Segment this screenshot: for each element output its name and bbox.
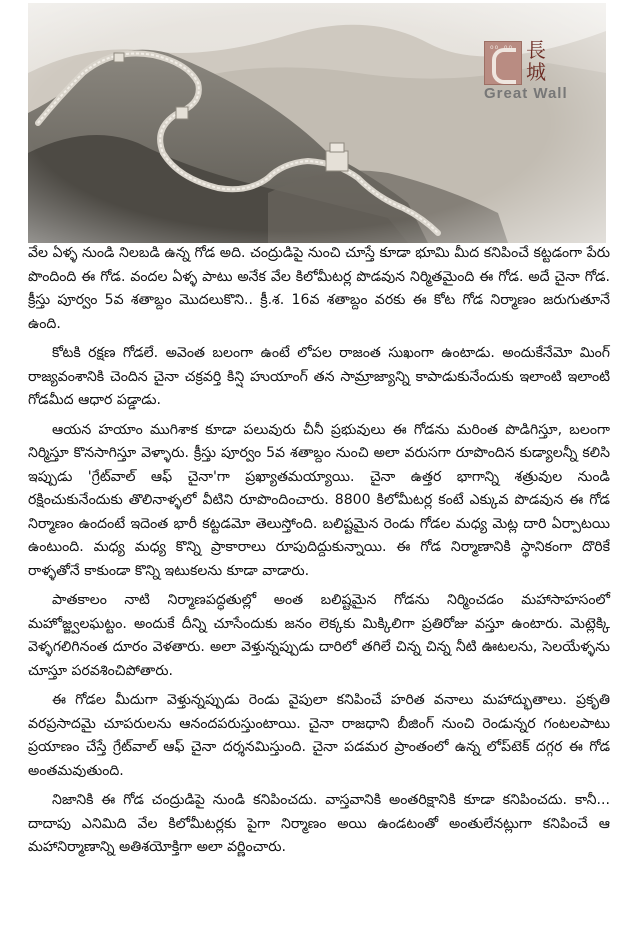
logo-cjk-text: 長城	[526, 38, 546, 84]
logo-emblem-icon: oo oo	[484, 41, 522, 85]
article-paragraph: ఆయన హయాం ముగిశాక కూడా పలువురు చీనీ ప్రభువులు ఈ గోడను మరింత పొడిగిస్తూ, బలంగా నిర్మిస్తూ కొనసాగిస్తూ వెళ్ళారు. క్రీస్తు పూర్వం 5వ శతాబ్దం నుంచి అలా వరుసగా రూపొందిన కుడ్యాలన్నీ కలిసి ఇప్పుడు 'గ్రేట్‌వాల్ ఆఫ్ చైనా'గా ప్రఖ్యాతమయ్యాయి. చైనా ఉత్తర భాగాన్ని శత్రువుల నుండి రక్షించుకునేందుకు తొలినాళ్ళలో వీటిని రూపొందించారు. 8800 కిలోమీటర్ల కంటే ఎక్కువ పొడవున ఈ గోడ నిర్మాణం ఉందంటే ఇదెంత భారీ కట్టడమో తెలుస్తోంది. బలిష్టమైన రెండు గోడల మధ్య మెట్ల దారి ఏర్పాటయి ఉంటుంది. మధ్య మధ్య కొన్ని ప్రాకారాలు రూపుదిద్దుకున్నాయి. ఈ గోడ నిర్మాణానికి స్థానికంగా దొరికే రాళ్ళతోనే కాకుండా కొన్ని ఇటుకలను కూడా వాడారు.	[28, 421, 610, 579]
article-paragraph: వేల ఏళ్ళ నుండి నిలబడి ఉన్న గోడ అది. చంద్రుడిపై నుంచి చూస్తే కూడా భూమి మీద కనిపించే కట్టడంగా పేరు పొందింది ఈ గోడ. వందల ఏళ్ళ పాటు అనేక వేల కిలోమీటర్ల పొడవున నిర్మితమైంది ఈ గోడ. అదే చైనా గోడ. క్రీస్తు పూర్వం 5వ శతాబ్దం మొదలుకొని.. క్రీ.శ. 16వ శతాబ్దం వరకు ఈ కోట గోడ నిర్మాణం జరుగుతూనే ఉంది.	[28, 245, 610, 332]
article-body	[28, 242, 610, 866]
article-paragraph: పాతకాలం నాటి నిర్మాణపద్ధతుల్లో అంత బలిష్టమైన గోడను నిర్మించడం మహాసాహసంలో మహోజ్జ్వలఘట్టం. అందుకే దీన్ని చూసేందుకు జనం లెక్కకు మిక్కిలిగా ప్రతిరోజు వస్తూ ఉంటారు. మెట్లెక్కి వెళ్ళగలిగినంత దూరం వెళతారు. అలా వెళ్తున్నప్పుడు దారిలో తగిలే చిన్న చిన్న నీటి ఊటలను, సెలయేళ్ళను చూస్తూ పరవశించిపోతారు.	[28, 592, 610, 679]
article-paragraph: నిజానికి ఈ గోడ చంద్రుడిపై నుండి కనిపించదు. వాస్తవానికి అంతరిక్షానికి కూడా కనిపించదు. కానీ... దాదాపు ఎనిమిది వేల కిలోమీటర్లకు పైగా నిర్మాణం అయి ఉండటంతో అంతులేనట్లుగా కనిపించే ఆ మహానిర్మాణాన్ని అతిశయోక్తిగా అలా వర్ణించారు.	[28, 792, 610, 855]
great-wall-photo	[28, 3, 606, 243]
article-paragraph: ఈ గోడల మీదుగా వెళ్తున్నప్పుడు రెండు వైపులా కనిపించే హరిత వనాలు మహాద్భుతాలు. ప్రకృతి వరప్రసాదమై చూపరులను ఆనందపరుస్తుంటాయి. చైనా రాజధాని బీజింగ్ నుంచి రెండున్నర గంటలపాటు ప్రయాణం చేస్తే గ్రేట్‌వాల్ ఆఫ్ చైనా దర్శనమిస్తుంది. చైనా పడమర ప్రాంతంలో ఉన్న లోప్‌టెక్ దగ్గర ఈ గోడ అంతమవుతుంది.	[28, 692, 610, 779]
great-wall-logo	[484, 38, 596, 102]
article-paragraph: కోటకి రక్షణ గోడలే. అవెంత బలంగా ఉంటే లోపల రాజంత సుఖంగా ఉంటాడు. అందుకేనేమో మింగ్ రాజ్యవంశానికి చెందిన చైనా చక్రవర్తి కిన్షి హుయాంగ్ తన సామ్రాజ్యాన్ని కాపాడుకునేందుకు ఇలాంటి ఇలాంటి గోడమీద ఆధార పడ్డాడు.	[28, 345, 610, 408]
logo-label: Great Wall	[484, 85, 568, 102]
great-wall-banner-image	[28, 3, 606, 243]
